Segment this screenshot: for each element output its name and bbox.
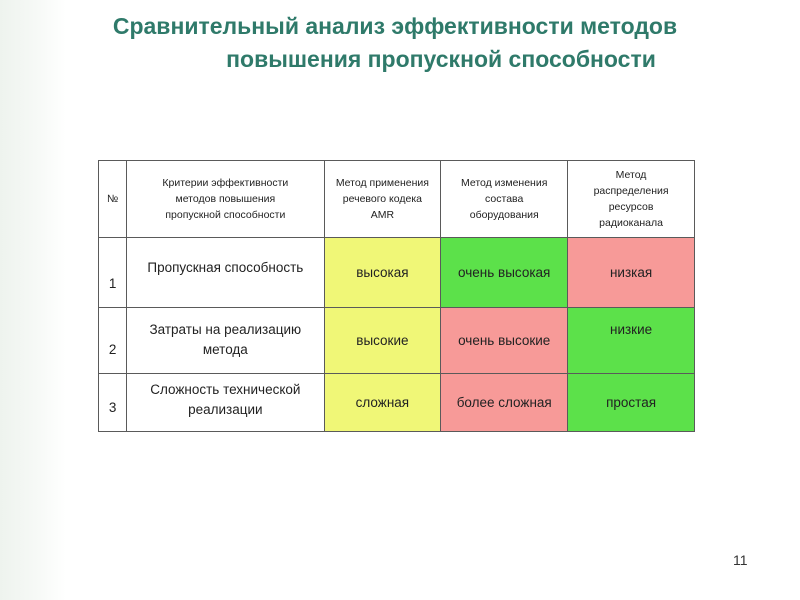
row-criterion: Затраты на реализацию метода: [127, 308, 324, 374]
slide-title-line2: повышения пропускной способности: [226, 46, 656, 72]
row-number: 1: [99, 238, 127, 308]
slide-title: [60, 10, 760, 76]
header-method-amr: Метод применения речевого кодека AMR: [324, 161, 441, 238]
header-num: №: [99, 161, 127, 238]
cell-amr: высокая: [324, 238, 441, 308]
comparison-table: [98, 160, 695, 432]
row-criterion: Пропускная способность: [127, 238, 324, 308]
cell-radio-resources: низкие: [568, 308, 695, 374]
cell-radio-resources: простая: [568, 374, 695, 432]
table-row: [99, 238, 695, 308]
cell-equipment: очень высокая: [441, 238, 568, 308]
cell-equipment: более сложная: [441, 374, 568, 432]
header-criteria: Критерии эффективности методов повышения пропускной способности: [127, 161, 324, 238]
cell-radio-resources: низкая: [568, 238, 695, 308]
table-row: [99, 308, 695, 374]
row-number: 2: [99, 308, 127, 374]
slide-title-line1: Сравнительный анализ эффективности методов: [112, 13, 678, 39]
page-number: 11: [733, 552, 748, 568]
cell-equipment: очень высокие: [441, 308, 568, 374]
header-method-radio-resources: Метод распределения ресурсов радиоканала: [568, 161, 695, 238]
cell-amr: сложная: [324, 374, 441, 432]
row-number: 3: [99, 374, 127, 432]
left-decorative-band: [0, 0, 66, 600]
header-method-equipment: Метод изменения состава оборудования: [441, 161, 568, 238]
table-header-row: [99, 161, 695, 238]
table-row: [99, 374, 695, 432]
cell-amr: высокие: [324, 308, 441, 374]
row-criterion: Сложность технической реализации: [127, 374, 324, 432]
